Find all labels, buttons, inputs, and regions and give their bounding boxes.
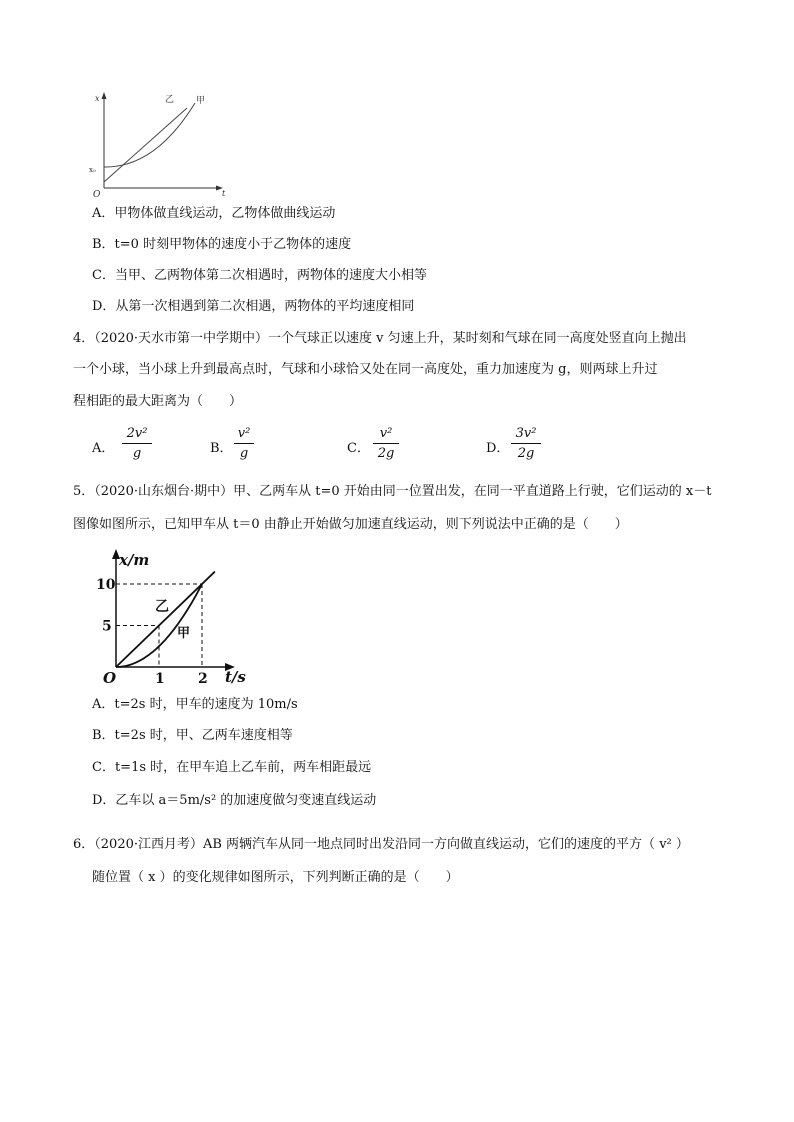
graph1-x-label: t: [222, 189, 226, 198]
q4-stem-line3: 程相距的最大距离为（ ）: [73, 394, 243, 409]
q4-option-b-num: v²: [237, 426, 251, 441]
q5-option-a: A．t=2s 时，甲车的速度为 10m/s: [92, 697, 298, 712]
chart-y-tick-label-5: 5: [102, 618, 112, 635]
q4-option-a-label: A．: [92, 441, 115, 456]
q4-option-d-num: 3v²: [515, 426, 537, 441]
q5-option-c: C．t=1s 时，在甲车追上乙车前，两车相距最远: [92, 760, 372, 775]
q5-xt-chart: [85, 545, 255, 685]
q4-option-c-num: v²: [379, 426, 393, 441]
chart-x-tick-label-2: 2: [198, 671, 208, 685]
q4-option-c-fraction: [373, 425, 399, 462]
chart-y-axis-label: x/m: [119, 551, 150, 569]
q4-option-d-den: 2g: [517, 446, 535, 461]
graph1-figure: [85, 88, 235, 200]
q4-option-b-label: B．: [210, 441, 233, 456]
q5-stem-line1: 5．（2020·山东烟台·期中）甲、乙两车从 t=0 开始由同一位置出发，在同一平直道路上行驶，它们运动的 x－t: [73, 484, 712, 499]
q4-option-b-fraction: [234, 425, 254, 462]
graph1-jia-label: 甲: [196, 96, 206, 106]
q4-option-b-den: g: [239, 446, 249, 461]
graph1-line-jia: [104, 108, 187, 182]
q4-stem-line1: 4．（2020·天水市第一中学期中）一个气球正以速度 v 匀速上升，某时刻和气球在同一高度处竖直向上抛出: [73, 331, 687, 346]
chart-origin-label: O: [103, 669, 117, 685]
chart-x-axis-label: t/s: [225, 668, 246, 685]
chart-legend-jia: 甲: [177, 626, 191, 641]
q5-option-b: B．t=2s 时，甲、乙两车速度相等: [92, 728, 293, 743]
q3-option-a: A．甲物体做直线运动，乙物体做曲线运动: [92, 206, 336, 221]
q4-option-d-label: D．: [486, 441, 510, 456]
q5-option-d: D．乙车以 a＝5m/s² 的加速度做匀变速直线运动: [92, 793, 377, 808]
q4-option-d-fraction: [511, 425, 541, 462]
q5-stem-line2: 图像如图所示，已知甲车从 t＝0 由静止开始做匀加速直线运动，则下列说法中正确的是（ ）: [73, 517, 628, 532]
chart-y-tick-label-10: 10: [96, 577, 116, 593]
q6-stem-line1: 6．（2020·江西月考）AB 两辆汽车从同一地点同时出发沿同一方向做直线运动，它们的速度的平方（ v² ）: [73, 837, 689, 852]
graph1-y-arrow: [102, 92, 107, 99]
q3-option-c: C．当甲、乙两物体第二次相遇时，两物体的速度大小相等: [92, 268, 427, 283]
graph1-origin-label: O: [93, 190, 101, 200]
q4-option-c-den: 2g: [377, 446, 395, 461]
q3-option-d: D．从第一次相遇到第二次相遇，两物体的平均速度相同: [92, 299, 415, 314]
q4-option-a-den: g: [132, 446, 142, 461]
graph1-yi-label: 乙: [165, 95, 175, 105]
q4-option-c-label: C．: [347, 441, 370, 456]
graph1-y-label: x: [95, 94, 100, 103]
q4-option-a-bar: [122, 443, 152, 444]
chart-legend-yi: 乙: [155, 599, 169, 615]
q4-option-b-bar: [234, 443, 254, 444]
q4-option-c-bar: [373, 443, 399, 444]
q4-option-a-fraction: [122, 425, 152, 462]
q4-option-d-bar: [511, 443, 541, 444]
q4-option-a-num: 2v²: [126, 426, 148, 441]
q3-option-b: B．t=0 时刻甲物体的速度小于乙物体的速度: [92, 237, 352, 252]
q6-stem-line2: 随位置（ x ）的变化规律如图所示，下列判断正确的是（ ）: [92, 870, 459, 885]
q4-stem-line2: 一个小球，当小球上升到最高点时，气球和小球恰又处在同一高度处，重力加速度为 g，则两球上升过: [73, 362, 658, 377]
chart-x-tick-label-1: 1: [155, 671, 165, 685]
graph1-x0-label: x₀: [89, 166, 96, 174]
